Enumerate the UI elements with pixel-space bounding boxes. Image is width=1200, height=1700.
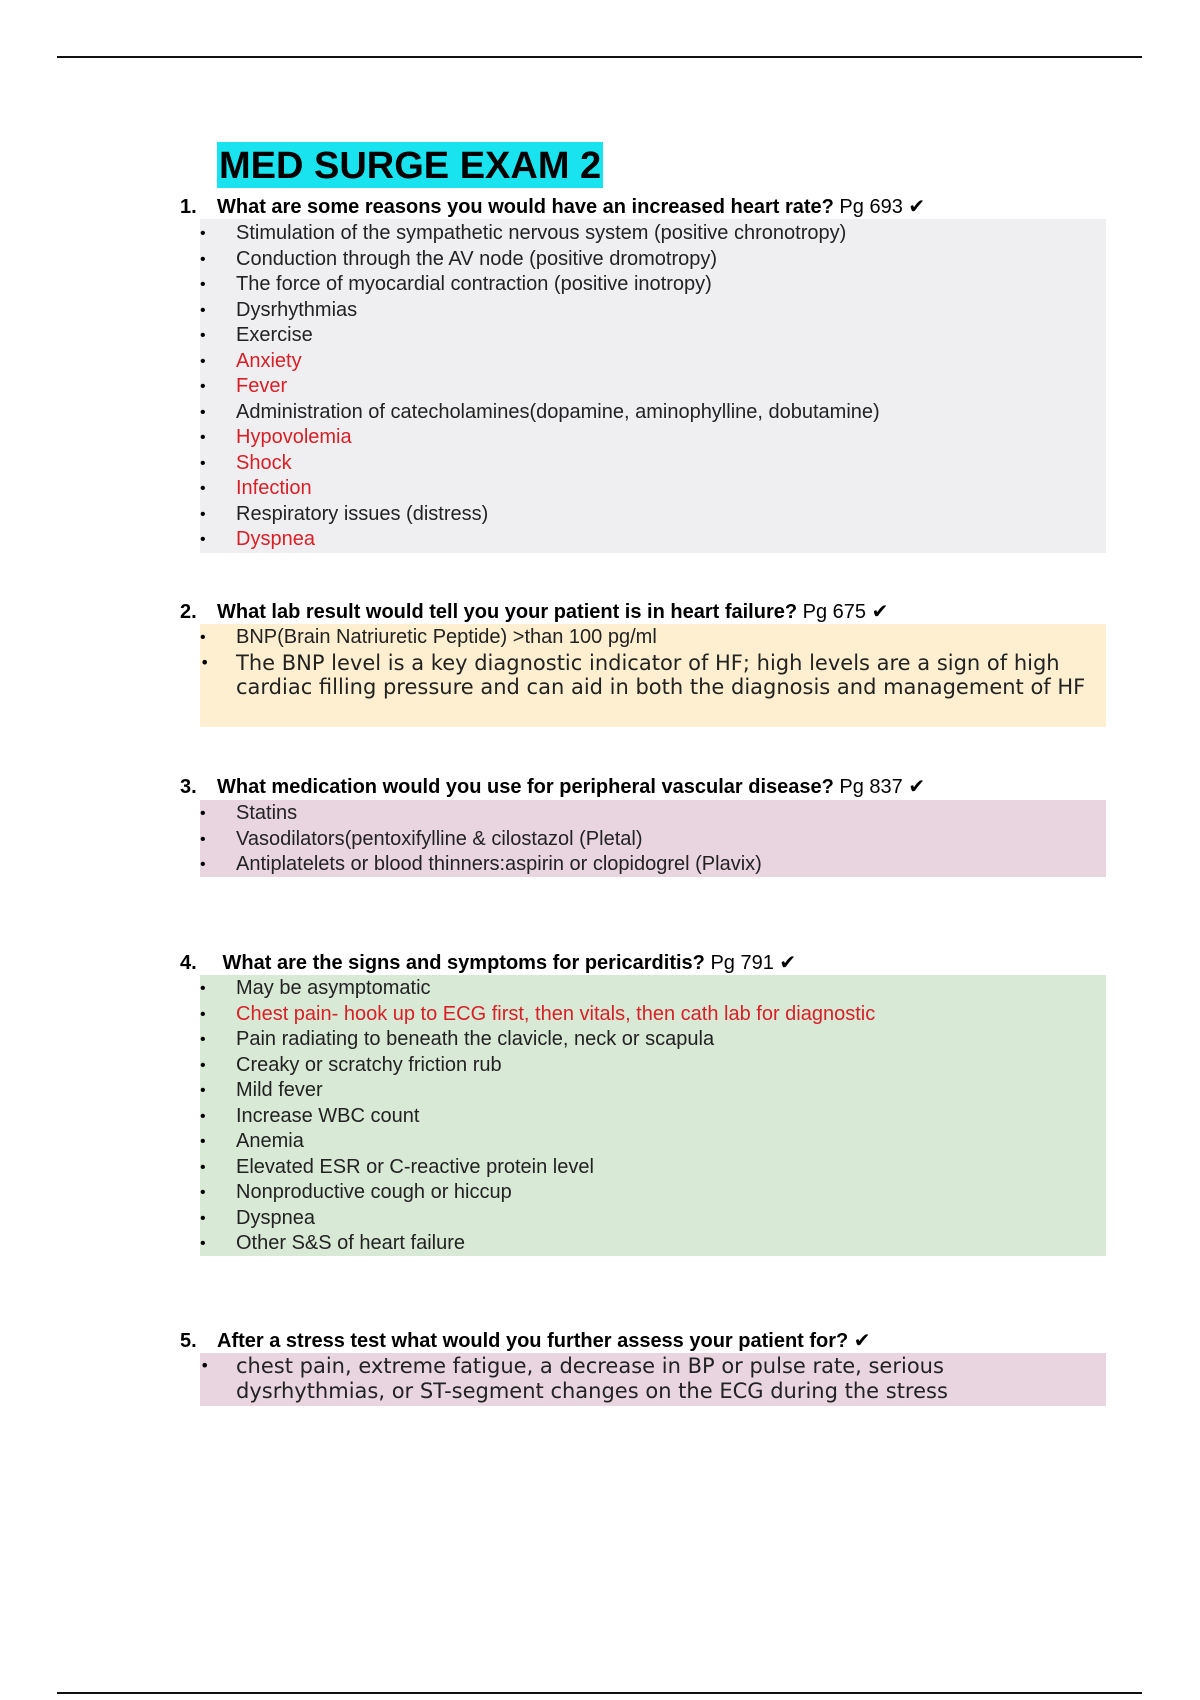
list-item: • Creaky or scratchy friction rub [200,1053,1106,1079]
page-reference: Pg 791 ✔ [704,952,797,974]
list-item: • Dyspnea [200,1206,1106,1232]
page-reference: ✔ [848,1330,871,1352]
list-item: • Antiplatelets or blood thinners:aspirin or clopidogrel (Plavix) [200,852,1106,878]
answer-box-1 [200,219,1106,553]
list-item: • The BNP level is a key diagnostic indicator of HF; high levels are a sign of high cardiac filling pressure and can aid in both the diagnosis and management of HF [200,651,1106,700]
list-item: • Dyspnea [200,527,1106,553]
list-item: • chest pain, extreme fatigue, a decrease in BP or pulse rate, serious dysrhythmias, or ST-segment changes on the ECG during the stress [200,1354,1106,1403]
list-item: • May be asymptomatic [200,976,1106,1002]
question-text: After a stress test what would you further assess your patient for? [217,1330,849,1352]
list-item: • Administration of catecholamines(dopamine, aminophylline, dobutamine) [200,400,1106,426]
list-item: • Mild fever [200,1078,1106,1104]
question-3-heading [180,774,1100,799]
question-4-heading [180,950,1100,975]
question-number: 3. [180,776,197,798]
list-item: • Vasodilators(pentoxifylline & cilostazol (Pletal) [200,827,1106,853]
question-number: 4. [180,952,197,974]
page-title: MED SURGE EXAM 2 [217,142,603,188]
list-item: • BNP(Brain Natriuretic Peptide) >than 100 pg/ml [200,625,1106,651]
question-number: 5. [180,1330,197,1352]
question-5-heading [180,1328,1100,1353]
question-2-heading [180,599,1100,624]
list-item: • Anxiety [200,349,1106,375]
list-item: • Elevated ESR or C-reactive protein level [200,1155,1106,1181]
answer-box-4 [200,975,1106,1256]
list-item: • Fever [200,374,1106,400]
question-text: What lab result would tell you your patient is in heart failure? [217,601,798,623]
question-number: 2. [180,601,197,623]
question-text: What are the signs and symptoms for pericarditis? [217,952,705,974]
page-reference: Pg 693 ✔ [833,196,926,218]
list-item: • Anemia [200,1129,1106,1155]
list-item: • Statins [200,801,1106,827]
page-reference: Pg 837 ✔ [833,776,926,798]
list-item: • Respiratory issues (distress) [200,502,1106,528]
list-item: • Conduction through the AV node (positive dromotropy) [200,247,1106,273]
list-item: • The force of myocardial contraction (positive inotropy) [200,272,1106,298]
question-number: 1. [180,196,197,218]
list-item: • Chest pain- hook up to ECG first, then vitals, then cath lab for diagnostic [200,1002,1106,1028]
list-item: • Hypovolemia [200,425,1106,451]
page-reference: Pg 675 ✔ [797,601,889,623]
question-text: What medication would you use for peripheral vascular disease? [217,776,834,798]
list-item: • Nonproductive cough or hiccup [200,1180,1106,1206]
answer-box-3 [200,800,1106,877]
bottom-rule [57,1692,1142,1694]
list-item: • Other S&S of heart failure [200,1231,1106,1257]
list-item: • Infection [200,476,1106,502]
question-text: What are some reasons you would have an increased heart rate? [217,196,834,218]
list-item: • Stimulation of the sympathetic nervous system (positive chronotropy) [200,221,1106,247]
list-item: • Shock [200,451,1106,477]
list-item: • Dysrhythmias [200,298,1106,324]
answer-box-2 [200,624,1106,727]
answer-box-5 [200,1353,1106,1406]
list-item: • Exercise [200,323,1106,349]
list-item: • Pain radiating to beneath the clavicle, neck or scapula [200,1027,1106,1053]
list-item: • Increase WBC count [200,1104,1106,1130]
top-rule [57,56,1142,58]
question-1-heading [180,194,1100,219]
